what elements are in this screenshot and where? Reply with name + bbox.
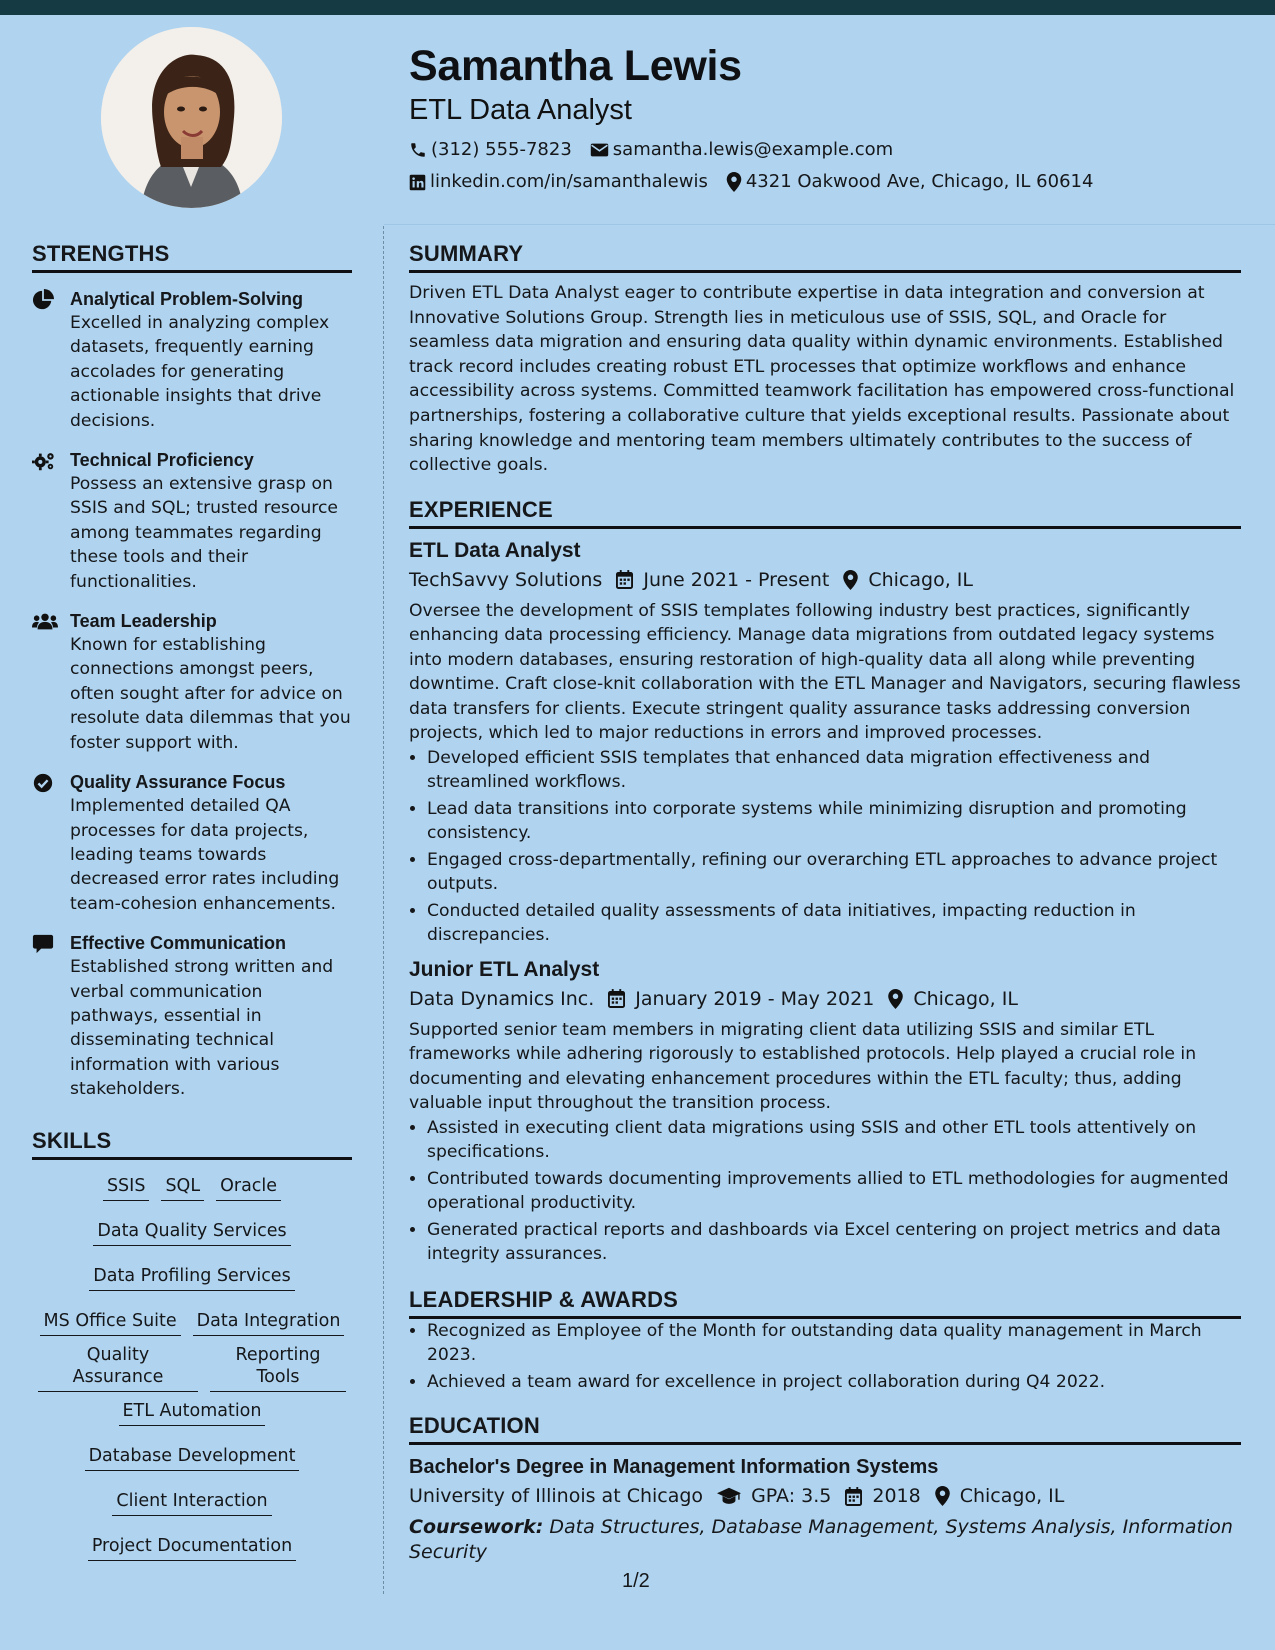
job-bullets [409,746,1241,948]
skill-tag: Quality Assurance [38,1344,198,1392]
skill-tag: Database Development [85,1445,300,1471]
award-item: • Recognized as Employee of the Month for outstanding data quality management in March 2023. [427,1319,1241,1368]
skill-tag: ETL Automation [119,1400,266,1426]
skill-row [32,1256,352,1301]
profile-photo [101,27,282,208]
job-company: TechSavvy Solutions [409,568,603,591]
graduation-year [845,1481,920,1511]
phone-number: (312) 555-7823 [431,139,572,160]
skills-heading: SKILLS [32,1128,352,1160]
home-address: 4321 Oakwood Ave, Chicago, IL 60614 [745,171,1094,192]
strength-description: Possess an extensive grasp on SSIS and SQL; trusted resource among teammates regarding these tools and their functionalities. [70,474,339,592]
skill-tag: Data Profiling Services [89,1265,294,1291]
linkedin-icon [409,174,426,191]
job-bullets [409,1116,1241,1267]
skill-row [32,1301,352,1346]
job-description: Oversee the development of SSIS templates following industry best practices, significantly enhancing data processing efficiency. Manage data migrations from outdated legacy systems into modern databases, ensuring restoration of high-quality data all along while preventing downtime. Craft close-knit collaboration with the ETL Manager and Navigators, securing flawless data transfers for clients. Execute stringent quality assurance tasks addressing conversion projects, which led to major reductions in errors and improved processes. [409,600,1241,744]
column-divider [383,226,384,1594]
strength-item [32,448,352,594]
skill-row [32,1391,352,1436]
summary-heading: SUMMARY [409,241,1241,273]
bullet-item: • Developed efficient SSIS templates that enhanced data migration effectiveness and streamlined workflows. [427,746,1241,795]
contact-row-2 [409,166,1259,198]
map-pin-icon [935,1486,950,1506]
bullet-item: • Contributed towards documenting improvements allied to ETL methodologies for augmented operational productivity. [427,1167,1241,1216]
top-bar [0,0,1275,15]
strengths-heading: STRENGTHS [32,241,352,273]
skill-tag: Data Quality Services [93,1220,290,1246]
skill-tag: Data Integration [193,1310,345,1336]
location-text: Chicago, IL [913,987,1018,1010]
job-meta [409,565,1241,595]
school-location [935,1481,1065,1511]
location-text: Chicago, IL [868,568,973,591]
coursework-list: Data Structures, Database Management, Systems Analysis, Information Security [409,1516,1233,1563]
job-location [843,565,973,595]
sidebar [32,241,352,1571]
skill-row [32,1481,352,1526]
skill-tag: Client Interaction [112,1490,271,1516]
gpa-text: GPA: 3.5 [751,1485,832,1508]
strength-description: Implemented detailed QA processes for data projects, leading teams towards decreased error rates including team-cohesion enhancements. [70,796,340,914]
email-address: samantha.lewis@example.com [612,139,894,160]
skill-tag: Reporting Tools [210,1344,346,1392]
skill-row [32,1436,352,1481]
calendar-icon [616,570,633,589]
job-entry [409,956,1241,1267]
pie-chart-icon [32,287,56,433]
job-title: ETL Data Analyst [409,538,581,562]
bullet-item: • Engaged cross-departmentally, refining our overarching ETL approaches to advance project outputs. [427,848,1241,897]
dates-text: June 2021 - Present [643,568,830,591]
experience-heading: EXPERIENCE [409,497,1241,529]
strength-description: Established strong written and verbal communication pathways, essential in disseminating technical information with various stakeholders. [70,957,334,1100]
comment-icon [32,931,56,1101]
phone-icon [409,141,427,159]
coursework [409,1515,1241,1564]
gears-icon [32,448,56,594]
gpa [717,1481,831,1511]
award-item: • Achieved a team award for excellence in project collaboration during Q4 2022. [427,1370,1241,1395]
skill-row [32,1211,352,1256]
strength-title: Analytical Problem-Solving [70,289,304,309]
job-dates [608,984,874,1014]
envelope-icon [590,142,609,158]
bullet-item: • Lead data transitions into corporate systems while minimizing disruption and promoting consistency. [427,797,1241,846]
strength-title: Quality Assurance Focus [70,772,286,793]
job-location [888,984,1018,1014]
skill-row [32,1346,352,1391]
year-text: 2018 [872,1485,921,1508]
skill-tag: MS Office Suite [40,1310,181,1336]
skill-tag: SSIS [103,1175,150,1201]
check-circle-icon [32,770,56,916]
graduation-cap-icon [717,1487,741,1505]
page-number: 1/2 [622,1570,650,1592]
skill-row [32,1526,352,1571]
job-entry [409,537,1241,948]
strength-title: Technical Proficiency [70,450,254,471]
skill-row [32,1166,352,1211]
strength-title: Effective Communication [70,933,287,954]
calendar-icon [608,989,625,1008]
bullet-item: • Assisted in executing client data migrations using SSIS and other ETL tools attentively on specifications. [427,1116,1241,1165]
users-icon [32,609,56,755]
strength-item [32,609,352,755]
main-content [409,241,1241,1564]
header-divider [384,224,1275,225]
skills-list [32,1166,352,1571]
resume-header [409,40,1259,198]
contact-row-1 [409,134,1259,166]
strength-description: Excelled in analyzing complex datasets, frequently earning accolades for generating actionable insights that drive decisions. [70,313,330,431]
leadership-heading: LEADERSHIP & AWARDS [409,1287,1241,1319]
strength-item [32,931,352,1101]
job-description: Supported senior team members in migrating client data utilizing SSIS and similar ETL frameworks while adhering rigorously to established protocols. Help played a crucial role in documenting and elevating enhancement procedures within the ETL faculty; thus, adding valuable input throughout the transition process. [409,1019,1197,1114]
dates-text: January 2019 - May 2021 [635,987,875,1010]
strength-description: Known for establishing connections amongst peers, often sought after for advice on resolute data dilemmas that you foster support with. [70,635,351,753]
linkedin-contact[interactable] [409,166,708,198]
map-pin-icon [726,172,742,192]
strength-item [32,287,352,433]
education-meta [409,1481,1241,1511]
phone-contact[interactable] [409,134,572,166]
leadership-list [409,1319,1241,1395]
skill-tag: Oracle [216,1175,281,1201]
calendar-icon [845,1487,862,1506]
strength-title: Team Leadership [70,611,217,632]
education-heading: EDUCATION [409,1413,1241,1445]
candidate-role: ETL Data Analyst [409,94,632,126]
strength-item [32,770,352,916]
map-pin-icon [888,989,903,1009]
job-company: Data Dynamics Inc. [409,987,595,1010]
email-contact[interactable] [590,134,893,166]
location-text: Chicago, IL [959,1485,1065,1508]
linkedin-url: linkedin.com/in/samanthalewis [430,171,708,192]
job-dates [616,565,829,595]
skill-tag: Project Documentation [88,1535,296,1561]
candidate-name: Samantha Lewis [409,42,742,90]
bullet-item: • Conducted detailed quality assessments of data initiatives, impacting reduction in discrepancies. [427,899,1241,948]
job-title: Junior ETL Analyst [409,957,600,981]
job-meta [409,984,1241,1014]
bullet-item: • Generated practical reports and dashboards via Excel centering on project metrics and data integrity assurances. [427,1218,1241,1267]
skill-tag: SQL [161,1175,204,1201]
summary-text: Driven ETL Data Analyst eager to contribute expertise in data integration and conversion at Innovative Solutions Group. Strength lies in meticulous use of SSIS, SQL, and Oracle for seamless data migration and ensuring data quality within dynamic environments. Established track record includes creating robust ETL processes that optimize workflows and enhance accessibility across systems. Committed teamwork facilitation has empowered cross-functional partnerships, fostering a collaborative culture that yields exceptional results. Passionate about sharing knowledge and mentoring team members ultimately contributes to the success of collective goals. [409,283,1235,476]
school-name: University of Illinois at Chicago [409,1485,704,1508]
address-contact [726,166,1094,198]
coursework-label: Coursework: [409,1516,544,1539]
degree-title: Bachelor's Degree in Management Information Systems [409,1456,939,1479]
map-pin-icon [843,570,858,590]
